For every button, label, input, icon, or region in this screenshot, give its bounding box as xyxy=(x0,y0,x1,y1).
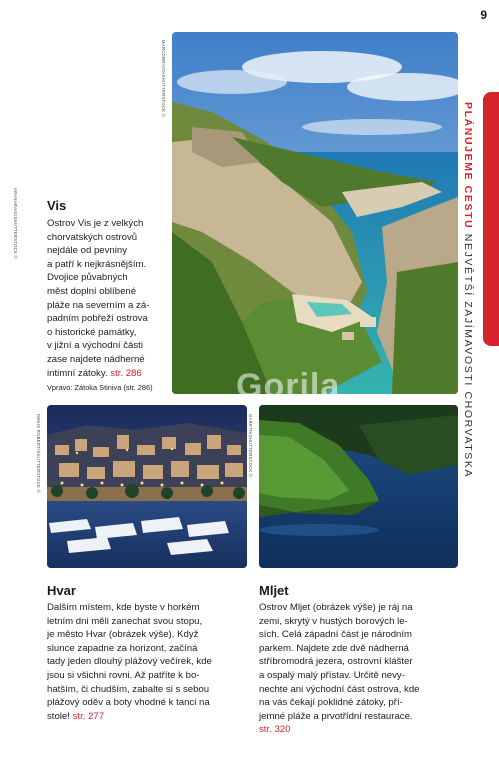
vis-line xyxy=(47,367,167,381)
mljet-photo xyxy=(259,405,458,568)
hvar-heading: Hvar xyxy=(47,583,76,598)
vis-photo xyxy=(172,32,458,394)
section-title xyxy=(462,102,474,478)
hvar-section xyxy=(47,583,252,723)
hvar-photo-credit: DENIS ROBERT/SHUTTERSTOCK © xyxy=(36,414,41,493)
page-number: 9 xyxy=(480,8,487,22)
mljet-body xyxy=(259,601,464,737)
vis-line: Dvojice půvabných xyxy=(47,272,128,284)
vis-line: chorvatských ostrovů xyxy=(47,231,138,243)
vis-body xyxy=(47,217,167,380)
vis-photo-credit: MARCOBRIVIO/SHUTTERSTOCK © xyxy=(161,40,166,118)
mljet-line: jemné pláže a prvotřídní restaurace. xyxy=(259,710,413,722)
mljet-line: Ostrov Mljet (obrázek výše) je ráj na xyxy=(259,602,413,613)
vis-line: zase najdete nádherné xyxy=(47,353,145,365)
vis-line: v jižní a východní části xyxy=(47,340,143,352)
watermark: Gorila xyxy=(236,367,341,405)
hvar-body xyxy=(47,601,252,723)
mljet-line: sích. Celá západní část je národním xyxy=(259,629,413,641)
vis-heading: Vis xyxy=(47,198,67,213)
hvar-page-ref[interactable]: str. 277 xyxy=(72,710,105,722)
vis-line-last: intimní zátoky. xyxy=(47,367,108,379)
vis-line: pláže na severním a zá- xyxy=(47,299,150,311)
mljet-line: a ospalý malý přístav. Určitě nevy- xyxy=(259,669,405,681)
section-title-rest: NEJVĚTŠÍ ZAJÍMAVOSTI CHORVATSKA xyxy=(462,229,474,479)
mljet-heading: Mljet xyxy=(259,583,289,598)
vis-page-ref[interactable]: str. 286 xyxy=(110,367,142,379)
hvar-line: plážový oděv a boty vhodné k tanci na xyxy=(47,697,210,709)
mljet-section xyxy=(259,583,464,737)
hvar-line: je město Hvar (obrázek výše). Když xyxy=(47,629,199,641)
hvar-line: letním dni měli zanechat svou stopu, xyxy=(47,615,203,627)
hvar-line: tady jeden dlouhý plážový večírek, kde xyxy=(47,656,212,668)
vis-line: a patří k nejkrásnějším. xyxy=(47,258,147,270)
mljet-line: parkem. Najdete zde dvě nádherná xyxy=(259,642,409,654)
vis-line: o historické památky, xyxy=(47,326,137,338)
margin-credit: ARANARAIS/SHUTTERSTOCK © xyxy=(13,188,18,259)
mljet-page-ref[interactable]: str. 320 xyxy=(259,724,291,736)
vis-line: měst doplní oblíbené xyxy=(47,285,137,297)
hvar-line: slunce zapadne za horizont, začíná xyxy=(47,642,198,654)
hvar-line: hatším, či chudším, zabalte si s sebou xyxy=(47,683,210,695)
hvar-line-last: stole! xyxy=(47,710,70,722)
vis-section xyxy=(47,198,167,380)
hvar-line xyxy=(47,710,252,724)
mljet-line: stříbromodrá jezera, ostrovní klášter xyxy=(259,656,413,668)
mljet-photo-credit: GARETH/SHUTTERSTOCK © xyxy=(248,414,253,478)
section-title-highlight: PLÁNUJEME CESTU xyxy=(462,102,474,230)
vis-line: Ostrov Vis je z velkých xyxy=(47,218,144,229)
vis-caption: Vpravo: Zátoka Stiniva (str. 286) xyxy=(47,383,153,392)
hvar-photo xyxy=(47,405,247,568)
mljet-line: nechte ani východní část ostrova, kde xyxy=(259,683,420,695)
hvar-line: jsou si všichni rovni. Až patříte k bo- xyxy=(47,669,200,681)
vis-line: nejdále od pevniny xyxy=(47,245,128,257)
section-tab xyxy=(483,92,499,346)
hvar-line: Dalším místem, kde byste v horkém xyxy=(47,602,200,613)
mljet-line: zemi, skrytý v hustých borových le- xyxy=(259,615,408,627)
mljet-line: na vás čekají poklidné zátoky, pří- xyxy=(259,697,403,709)
vis-line: padním pobřeží ostrova xyxy=(47,313,148,325)
